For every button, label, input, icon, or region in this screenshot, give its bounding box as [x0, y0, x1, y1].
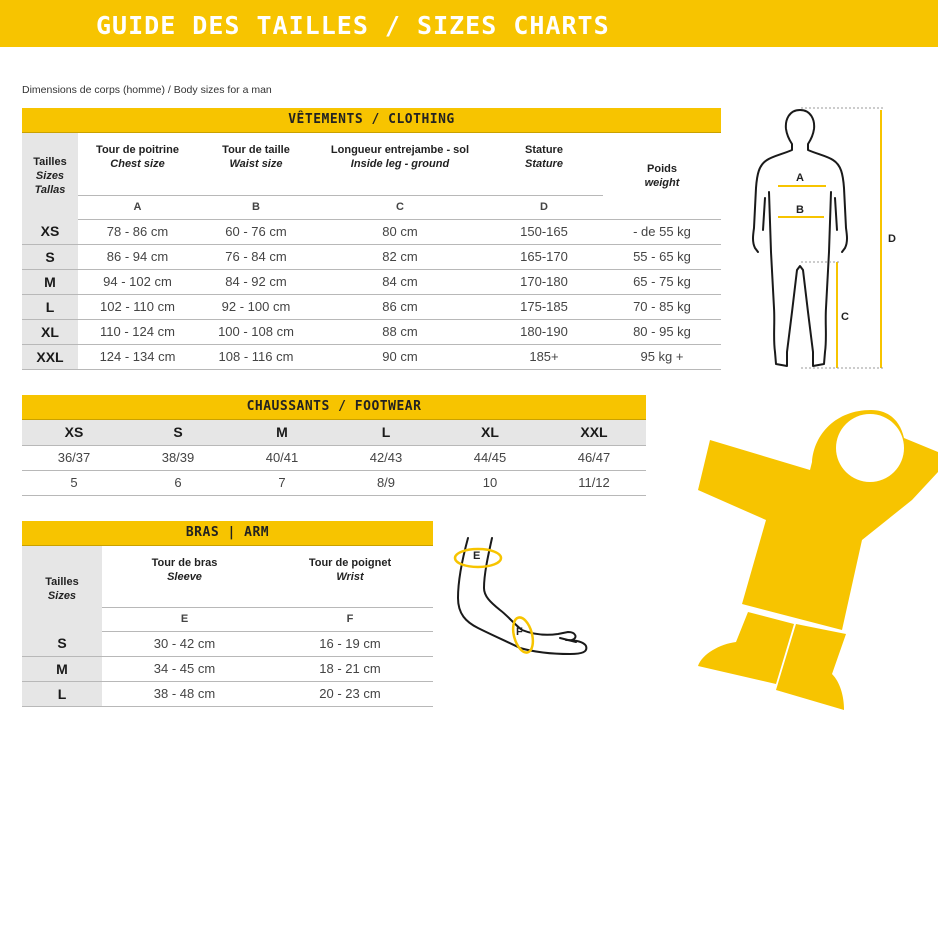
value-cell: 40/41 [230, 445, 334, 470]
value-cell: 80 - 95 kg [603, 319, 721, 344]
value-cell: 84 cm [315, 269, 485, 294]
value-cell: 10 [438, 470, 542, 495]
footwear-table [22, 420, 646, 496]
value-cell: 30 - 42 cm [102, 631, 267, 656]
column-letter: A [78, 195, 197, 219]
column-header-fr: Tour de taille [222, 144, 290, 156]
value-cell: 170-180 [485, 269, 603, 294]
size-header-en: Sizes [35, 170, 65, 182]
value-cell: 100 - 108 cm [197, 319, 315, 344]
value-cell: 18 - 21 cm [267, 656, 433, 681]
size-header-en: Sizes [47, 589, 77, 602]
size-header-cell [22, 546, 102, 631]
column-header-en: Waist size [229, 158, 283, 170]
size-cell: L [334, 420, 438, 445]
page-title: GUIDE DES TAILLES / SIZES CHARTS [96, 11, 610, 40]
value-cell: 70 - 85 kg [603, 294, 721, 319]
value-cell: 76 - 84 cm [197, 244, 315, 269]
value-cell: 44/45 [438, 445, 542, 470]
size-cell: XL [438, 420, 542, 445]
value-cell: 7 [230, 470, 334, 495]
column-letter: B [197, 195, 315, 219]
table-row [22, 294, 721, 319]
value-cell: 108 - 116 cm [197, 344, 315, 369]
column-header-fr: Stature [525, 144, 563, 156]
size-header-fr: Tailles [33, 156, 67, 168]
size-cell: S [22, 244, 78, 269]
table-row [22, 269, 721, 294]
value-cell: 86 - 94 cm [78, 244, 197, 269]
arm-silhouette-icon [448, 530, 598, 670]
value-cell: 38/39 [126, 445, 230, 470]
size-cell: XXL [22, 344, 78, 369]
size-cell: XS [22, 219, 78, 244]
value-cell: 16 - 19 cm [267, 631, 433, 656]
column-header-en: Inside leg - ground [350, 158, 450, 170]
raincoat-boots-icon [696, 408, 938, 718]
size-cell: S [22, 631, 102, 656]
value-cell: 20 - 23 cm [267, 681, 433, 706]
value-cell: 80 cm [315, 219, 485, 244]
value-cell: 90 cm [315, 344, 485, 369]
column-header-fr: Tour de poitrine [96, 144, 179, 156]
column-header-en: Stature [525, 158, 563, 170]
column-header [485, 133, 603, 195]
value-cell: 84 - 92 cm [197, 269, 315, 294]
value-cell: - de 55 kg [603, 219, 721, 244]
column-header-weight [603, 133, 721, 219]
value-cell: 8/9 [334, 470, 438, 495]
footwear-section-title: CHAUSSANTS / FOOTWEAR [22, 395, 646, 420]
table-row [22, 244, 721, 269]
column-letter: C [315, 195, 485, 219]
value-cell: 95 kg + [603, 344, 721, 369]
value-cell: 11/12 [542, 470, 646, 495]
size-cell: XXL [542, 420, 646, 445]
value-cell: 86 cm [315, 294, 485, 319]
figure-label: E [473, 550, 481, 562]
table-row [22, 319, 721, 344]
value-cell: 46/47 [542, 445, 646, 470]
value-cell: 60 - 76 cm [197, 219, 315, 244]
figure-label: D [888, 233, 896, 245]
column-header-fr: Longueur entrejambe - sol [330, 144, 470, 156]
value-cell: 180-190 [485, 319, 603, 344]
size-header-fr: Tailles [45, 575, 79, 588]
value-cell: 175-185 [485, 294, 603, 319]
size-cell: M [22, 656, 102, 681]
column-header-fr: Tour de poignet [308, 557, 392, 569]
column-header [315, 133, 485, 195]
arm-section-title: BRAS | ARM [22, 521, 433, 546]
value-cell: 36/37 [22, 445, 126, 470]
value-cell: 65 - 75 kg [603, 269, 721, 294]
column-header-en: Wrist [336, 571, 364, 583]
column-header [197, 133, 315, 195]
value-cell: 185+ [485, 344, 603, 369]
subtitle: Dimensions de corps (homme) / Body sizes for a man [22, 84, 272, 96]
figure-label: B [796, 204, 804, 216]
value-cell: 82 cm [315, 244, 485, 269]
figure-label: A [796, 172, 804, 184]
table-row [22, 445, 646, 470]
column-letter: F [267, 607, 433, 631]
size-cell: M [22, 269, 78, 294]
clothing-section-title: VÊTEMENTS / CLOTHING [22, 108, 721, 133]
column-header-en: Sleeve [167, 571, 202, 583]
value-cell: 124 - 134 cm [78, 344, 197, 369]
size-header-es: Tallas [34, 184, 66, 196]
column-letter: D [485, 195, 603, 219]
column-header-fr: Poids [647, 162, 677, 175]
size-cell: XL [22, 319, 78, 344]
value-cell: 55 - 65 kg [603, 244, 721, 269]
value-cell: 78 - 86 cm [78, 219, 197, 244]
table-row [22, 344, 721, 369]
column-header-en: weight [644, 176, 680, 189]
value-cell: 94 - 102 cm [78, 269, 197, 294]
size-cell: L [22, 681, 102, 706]
size-header-cell [22, 133, 78, 219]
column-header [267, 546, 433, 607]
value-cell: 34 - 45 cm [102, 656, 267, 681]
value-cell: 150-165 [485, 219, 603, 244]
figure-label: F [516, 626, 523, 638]
column-header-en: Chest size [110, 158, 165, 170]
column-header-fr: Tour de bras [151, 557, 218, 569]
column-letter: E [102, 607, 267, 631]
size-cell: L [22, 294, 78, 319]
table-row [22, 470, 646, 495]
size-cell: XS [22, 420, 126, 445]
size-cell: M [230, 420, 334, 445]
value-cell: 6 [126, 470, 230, 495]
value-cell: 102 - 110 cm [78, 294, 197, 319]
value-cell: 5 [22, 470, 126, 495]
table-row [22, 631, 433, 656]
value-cell: 88 cm [315, 319, 485, 344]
body-silhouette-icon [745, 102, 915, 377]
clothing-table [22, 133, 721, 370]
value-cell: 165-170 [485, 244, 603, 269]
value-cell: 92 - 100 cm [197, 294, 315, 319]
column-header [78, 133, 197, 195]
size-cell: S [126, 420, 230, 445]
value-cell: 38 - 48 cm [102, 681, 267, 706]
value-cell: 110 - 124 cm [78, 319, 197, 344]
arm-table [22, 546, 433, 707]
column-header [102, 546, 267, 607]
footwear-size-row [22, 420, 646, 445]
figure-label: C [841, 311, 849, 323]
table-row [22, 219, 721, 244]
table-row [22, 681, 433, 706]
value-cell: 42/43 [334, 445, 438, 470]
table-row [22, 656, 433, 681]
